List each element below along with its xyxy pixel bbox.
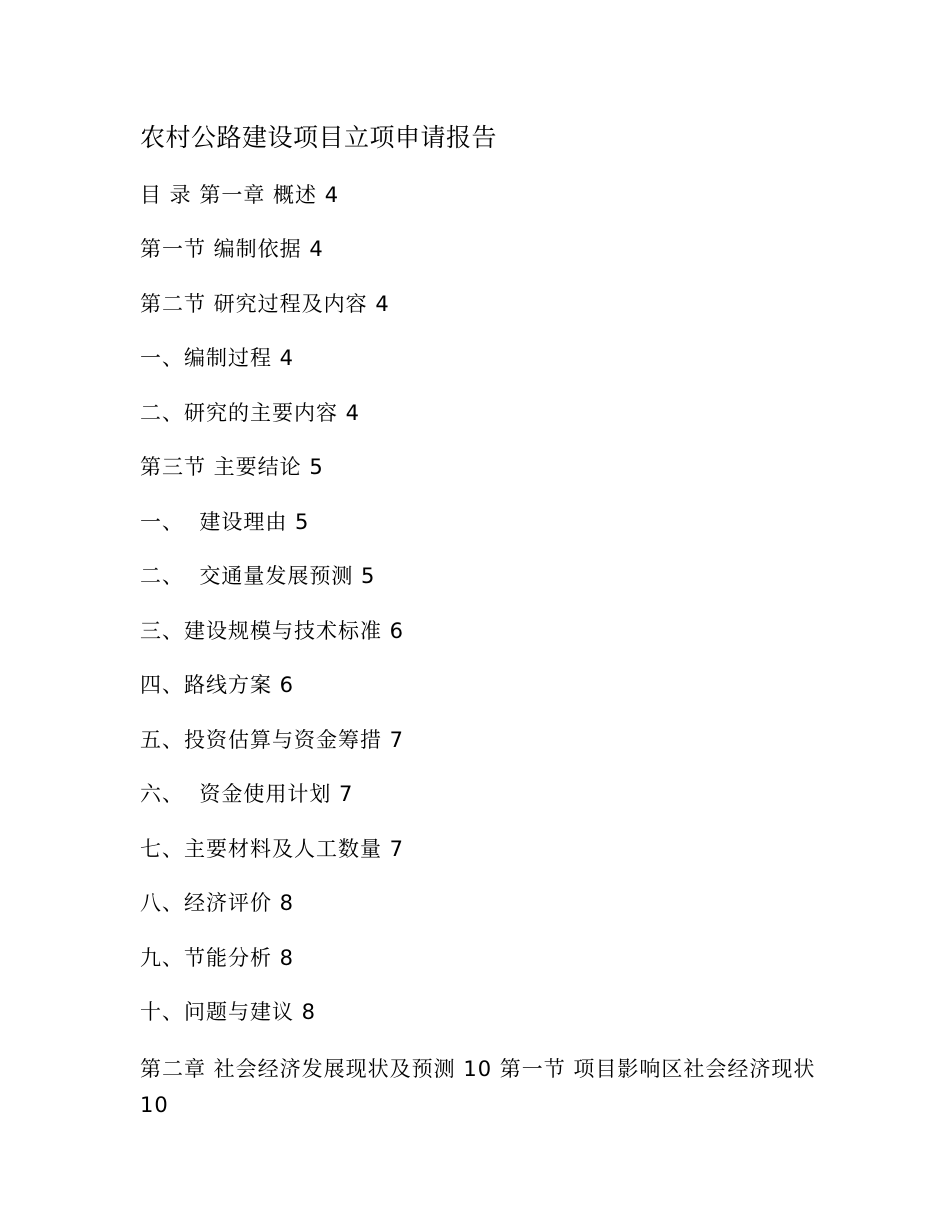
- toc-entry: 一、 建设理由 5: [140, 510, 310, 534]
- document-title: 农村公路建设项目立项申请报告: [140, 123, 498, 152]
- toc-entry-chapter-2: 第二章 社会经济发展现状及预测 10 第一节 项目影响区社会经济现状 10: [140, 1057, 816, 1117]
- toc-entry: 第一节 编制依据 4: [140, 237, 324, 261]
- toc-entry: 三、建设规模与技术标准 6: [140, 619, 405, 643]
- toc-entry: 六、 资金使用计划 7: [140, 782, 354, 806]
- toc-entry: 十、问题与建议 8: [140, 1000, 317, 1024]
- toc-entry: 一、编制过程 4: [140, 346, 295, 370]
- toc-entry: 七、主要材料及人工数量 7: [140, 837, 405, 861]
- toc-entry: 八、经济评价 8: [140, 891, 295, 915]
- toc-entry: 二、研究的主要内容 4: [140, 401, 361, 425]
- toc-entry: 第三节 主要结论 5: [140, 455, 324, 479]
- toc-entry: 二、 交通量发展预测 5: [140, 564, 376, 588]
- toc-entry-chapter-1: 目 录 第一章 概述 4: [140, 183, 340, 207]
- toc-entry: 五、投资估算与资金筹措 7: [140, 728, 405, 752]
- toc-entry: 九、节能分析 8: [140, 946, 295, 970]
- toc-entry: 四、路线方案 6: [140, 673, 295, 697]
- toc-entry: 第二节 研究过程及内容 4: [140, 292, 390, 316]
